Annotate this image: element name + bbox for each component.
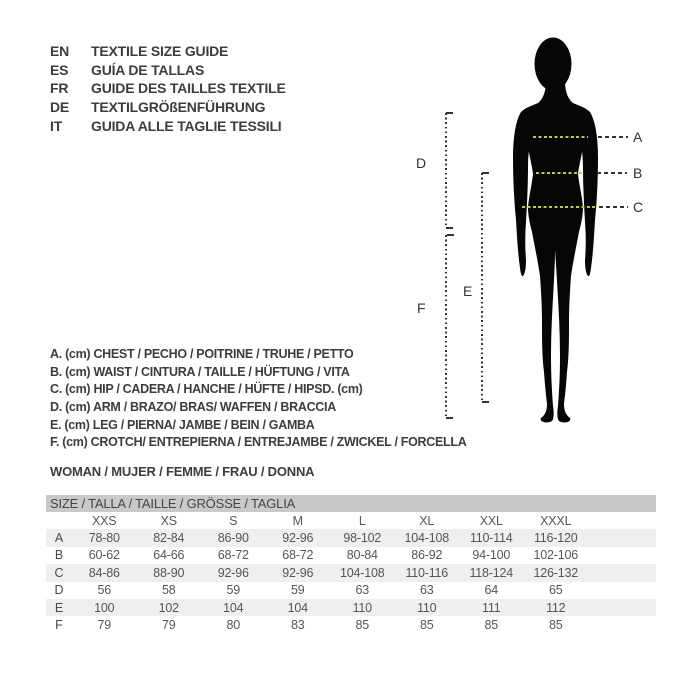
size-value-cell: 63 bbox=[355, 583, 369, 598]
waist-dash-line bbox=[536, 172, 582, 174]
size-value-cell: 92-96 bbox=[217, 565, 249, 580]
hip-dash-line bbox=[522, 206, 595, 208]
language-code: FR bbox=[50, 80, 69, 97]
size-value-cell: 86-90 bbox=[217, 531, 249, 546]
size-table-row bbox=[46, 582, 656, 599]
leg-line-bottom-tick bbox=[482, 401, 489, 403]
leg-measure-line bbox=[481, 173, 483, 402]
size-value-cell: 65 bbox=[548, 583, 563, 598]
size-table-header-bar bbox=[46, 495, 656, 512]
size-table-column-header-row bbox=[46, 512, 656, 529]
legend-item: B. (cm) WAIST / CINTURA / TAILLE / HÜFTUNG / VITA bbox=[50, 364, 350, 379]
size-table-row bbox=[46, 616, 656, 633]
waist-connector-line bbox=[597, 172, 627, 174]
size-table bbox=[46, 495, 656, 634]
arm-label: D bbox=[416, 155, 427, 171]
language-title: GUIDA ALLE TAGLIE TESSILI bbox=[91, 117, 282, 134]
legend-item: C. (cm) HIP / CADERA / HANCHE / HÜFTE / HIPSD. (cm) bbox=[50, 382, 363, 397]
size-column-header: S bbox=[229, 513, 238, 528]
silhouette-head bbox=[535, 38, 572, 91]
size-value-cell: 104 bbox=[287, 600, 308, 615]
size-value-cell: 85 bbox=[355, 618, 369, 633]
row-key-cell: C bbox=[54, 565, 64, 580]
language-title: TEXTILE SIZE GUIDE bbox=[91, 43, 229, 60]
row-key-cell: F bbox=[55, 618, 63, 633]
size-value-cell: 126-132 bbox=[533, 565, 578, 580]
language-title: GUÍA DE TALLAS bbox=[91, 61, 205, 78]
language-code: IT bbox=[50, 117, 63, 134]
size-value-cell: 104-108 bbox=[404, 531, 449, 546]
size-value-cell: 110-116 bbox=[405, 565, 449, 580]
size-table-row bbox=[46, 564, 656, 581]
size-value-cell: 56 bbox=[97, 583, 111, 598]
size-value-cell: 92-96 bbox=[282, 565, 314, 580]
size-column-header: XS bbox=[160, 513, 177, 528]
size-value-cell: 68-72 bbox=[217, 548, 249, 563]
size-value-cell: 88-90 bbox=[153, 565, 185, 580]
size-value-cell: 78-80 bbox=[88, 531, 120, 546]
size-value-cell: 104 bbox=[223, 600, 244, 615]
arm-measure-line bbox=[445, 113, 447, 228]
row-key-cell: E bbox=[54, 600, 64, 615]
size-value-cell: 83 bbox=[290, 618, 305, 633]
size-value-cell: 64 bbox=[484, 583, 498, 598]
gender-heading: WOMAN / MUJER / FEMME / FRAU / DONNA bbox=[50, 464, 315, 479]
crotch-label: F bbox=[417, 300, 426, 316]
legend-item: E. (cm) LEG / PIERNA/ JAMBE / BEIN / GAMBA bbox=[50, 417, 315, 432]
size-column-header: XL bbox=[419, 513, 435, 528]
arm-line-bottom-tick bbox=[446, 227, 453, 229]
size-value-cell: 58 bbox=[161, 583, 176, 598]
size-value-cell: 80 bbox=[226, 618, 240, 633]
language-code: ES bbox=[50, 61, 69, 78]
waist-label: B bbox=[633, 165, 643, 181]
language-code: EN bbox=[50, 43, 70, 60]
size-value-cell: 92-96 bbox=[282, 531, 314, 546]
size-table-title: SIZE / TALLA / TAILLE / GRÖSSE / TAGLIA bbox=[50, 496, 296, 511]
legend-item: D. (cm) ARM / BRAZO/ BRAS/ WAFFEN / BRACCIA bbox=[50, 399, 336, 414]
size-value-cell: 86-92 bbox=[411, 548, 443, 563]
row-key-cell: B bbox=[54, 548, 64, 563]
size-value-cell: 94-100 bbox=[472, 548, 511, 563]
language-title: GUIDE DES TAILLES TEXTILE bbox=[91, 80, 286, 97]
size-value-cell: 68-72 bbox=[282, 548, 314, 563]
size-value-cell: 100 bbox=[94, 600, 115, 615]
size-column-header: L bbox=[358, 513, 366, 528]
size-table-grid bbox=[46, 512, 656, 634]
hip-connector-line bbox=[599, 206, 628, 208]
size-value-cell: 85 bbox=[548, 618, 563, 633]
size-value-cell: 110 bbox=[417, 600, 437, 615]
size-value-cell: 98-102 bbox=[343, 531, 382, 546]
language-code: DE bbox=[50, 99, 70, 116]
size-column-header: XXXL bbox=[540, 513, 572, 528]
legend-item: F. (cm) CROTCH/ ENTREPIERNA / ENTREJAMBE / ZWICKEL / FORCELLA bbox=[50, 435, 467, 450]
hip-label: C bbox=[633, 199, 644, 215]
size-value-cell: 102-106 bbox=[533, 548, 578, 563]
leg-line-top-tick bbox=[482, 172, 489, 174]
size-value-cell: 59 bbox=[290, 583, 305, 598]
size-value-cell: 85 bbox=[419, 618, 434, 633]
size-value-cell: 112 bbox=[546, 600, 566, 615]
size-value-cell: 118-124 bbox=[469, 565, 514, 580]
size-value-cell: 79 bbox=[97, 618, 111, 633]
size-value-cell: 102 bbox=[158, 600, 179, 615]
size-value-cell: 116-120 bbox=[533, 531, 578, 546]
chest-label: A bbox=[633, 129, 643, 145]
size-column-header: M bbox=[292, 513, 303, 528]
size-table-row bbox=[46, 547, 656, 564]
size-value-cell: 111 bbox=[482, 600, 501, 615]
size-value-cell: 104-108 bbox=[340, 565, 385, 580]
size-value-cell: 84-86 bbox=[88, 565, 120, 580]
size-value-cell: 63 bbox=[419, 583, 434, 598]
leg-label: E bbox=[463, 283, 473, 299]
size-column-header: XXL bbox=[479, 513, 503, 528]
chest-connector-line bbox=[598, 136, 628, 138]
size-value-cell: 64-66 bbox=[153, 548, 185, 563]
size-value-cell: 80-84 bbox=[346, 548, 378, 563]
row-key-cell: A bbox=[54, 531, 64, 546]
language-title: TEXTILGRÖßENFÜHRUNG bbox=[91, 99, 266, 116]
size-value-cell: 85 bbox=[484, 618, 498, 633]
size-value-cell: 110 bbox=[352, 600, 372, 615]
legend-item: A. (cm) CHEST / PECHO / POITRINE / TRUHE / PETTO bbox=[50, 346, 354, 361]
size-value-cell: 60-62 bbox=[88, 548, 120, 563]
size-value-cell: 59 bbox=[226, 583, 240, 598]
chest-dash-line bbox=[533, 136, 588, 138]
size-table-row bbox=[46, 599, 656, 616]
measurement-legend bbox=[50, 345, 466, 451]
row-key-cell: D bbox=[54, 583, 64, 598]
size-value-cell: 110-114 bbox=[469, 531, 513, 546]
size-table-row bbox=[46, 529, 656, 546]
arm-line-top-tick bbox=[446, 112, 453, 114]
size-column-header: XXS bbox=[92, 513, 117, 528]
size-value-cell: 79 bbox=[161, 618, 176, 633]
crotch-line-top-tick bbox=[447, 234, 454, 236]
size-value-cell: 82-84 bbox=[153, 531, 185, 546]
